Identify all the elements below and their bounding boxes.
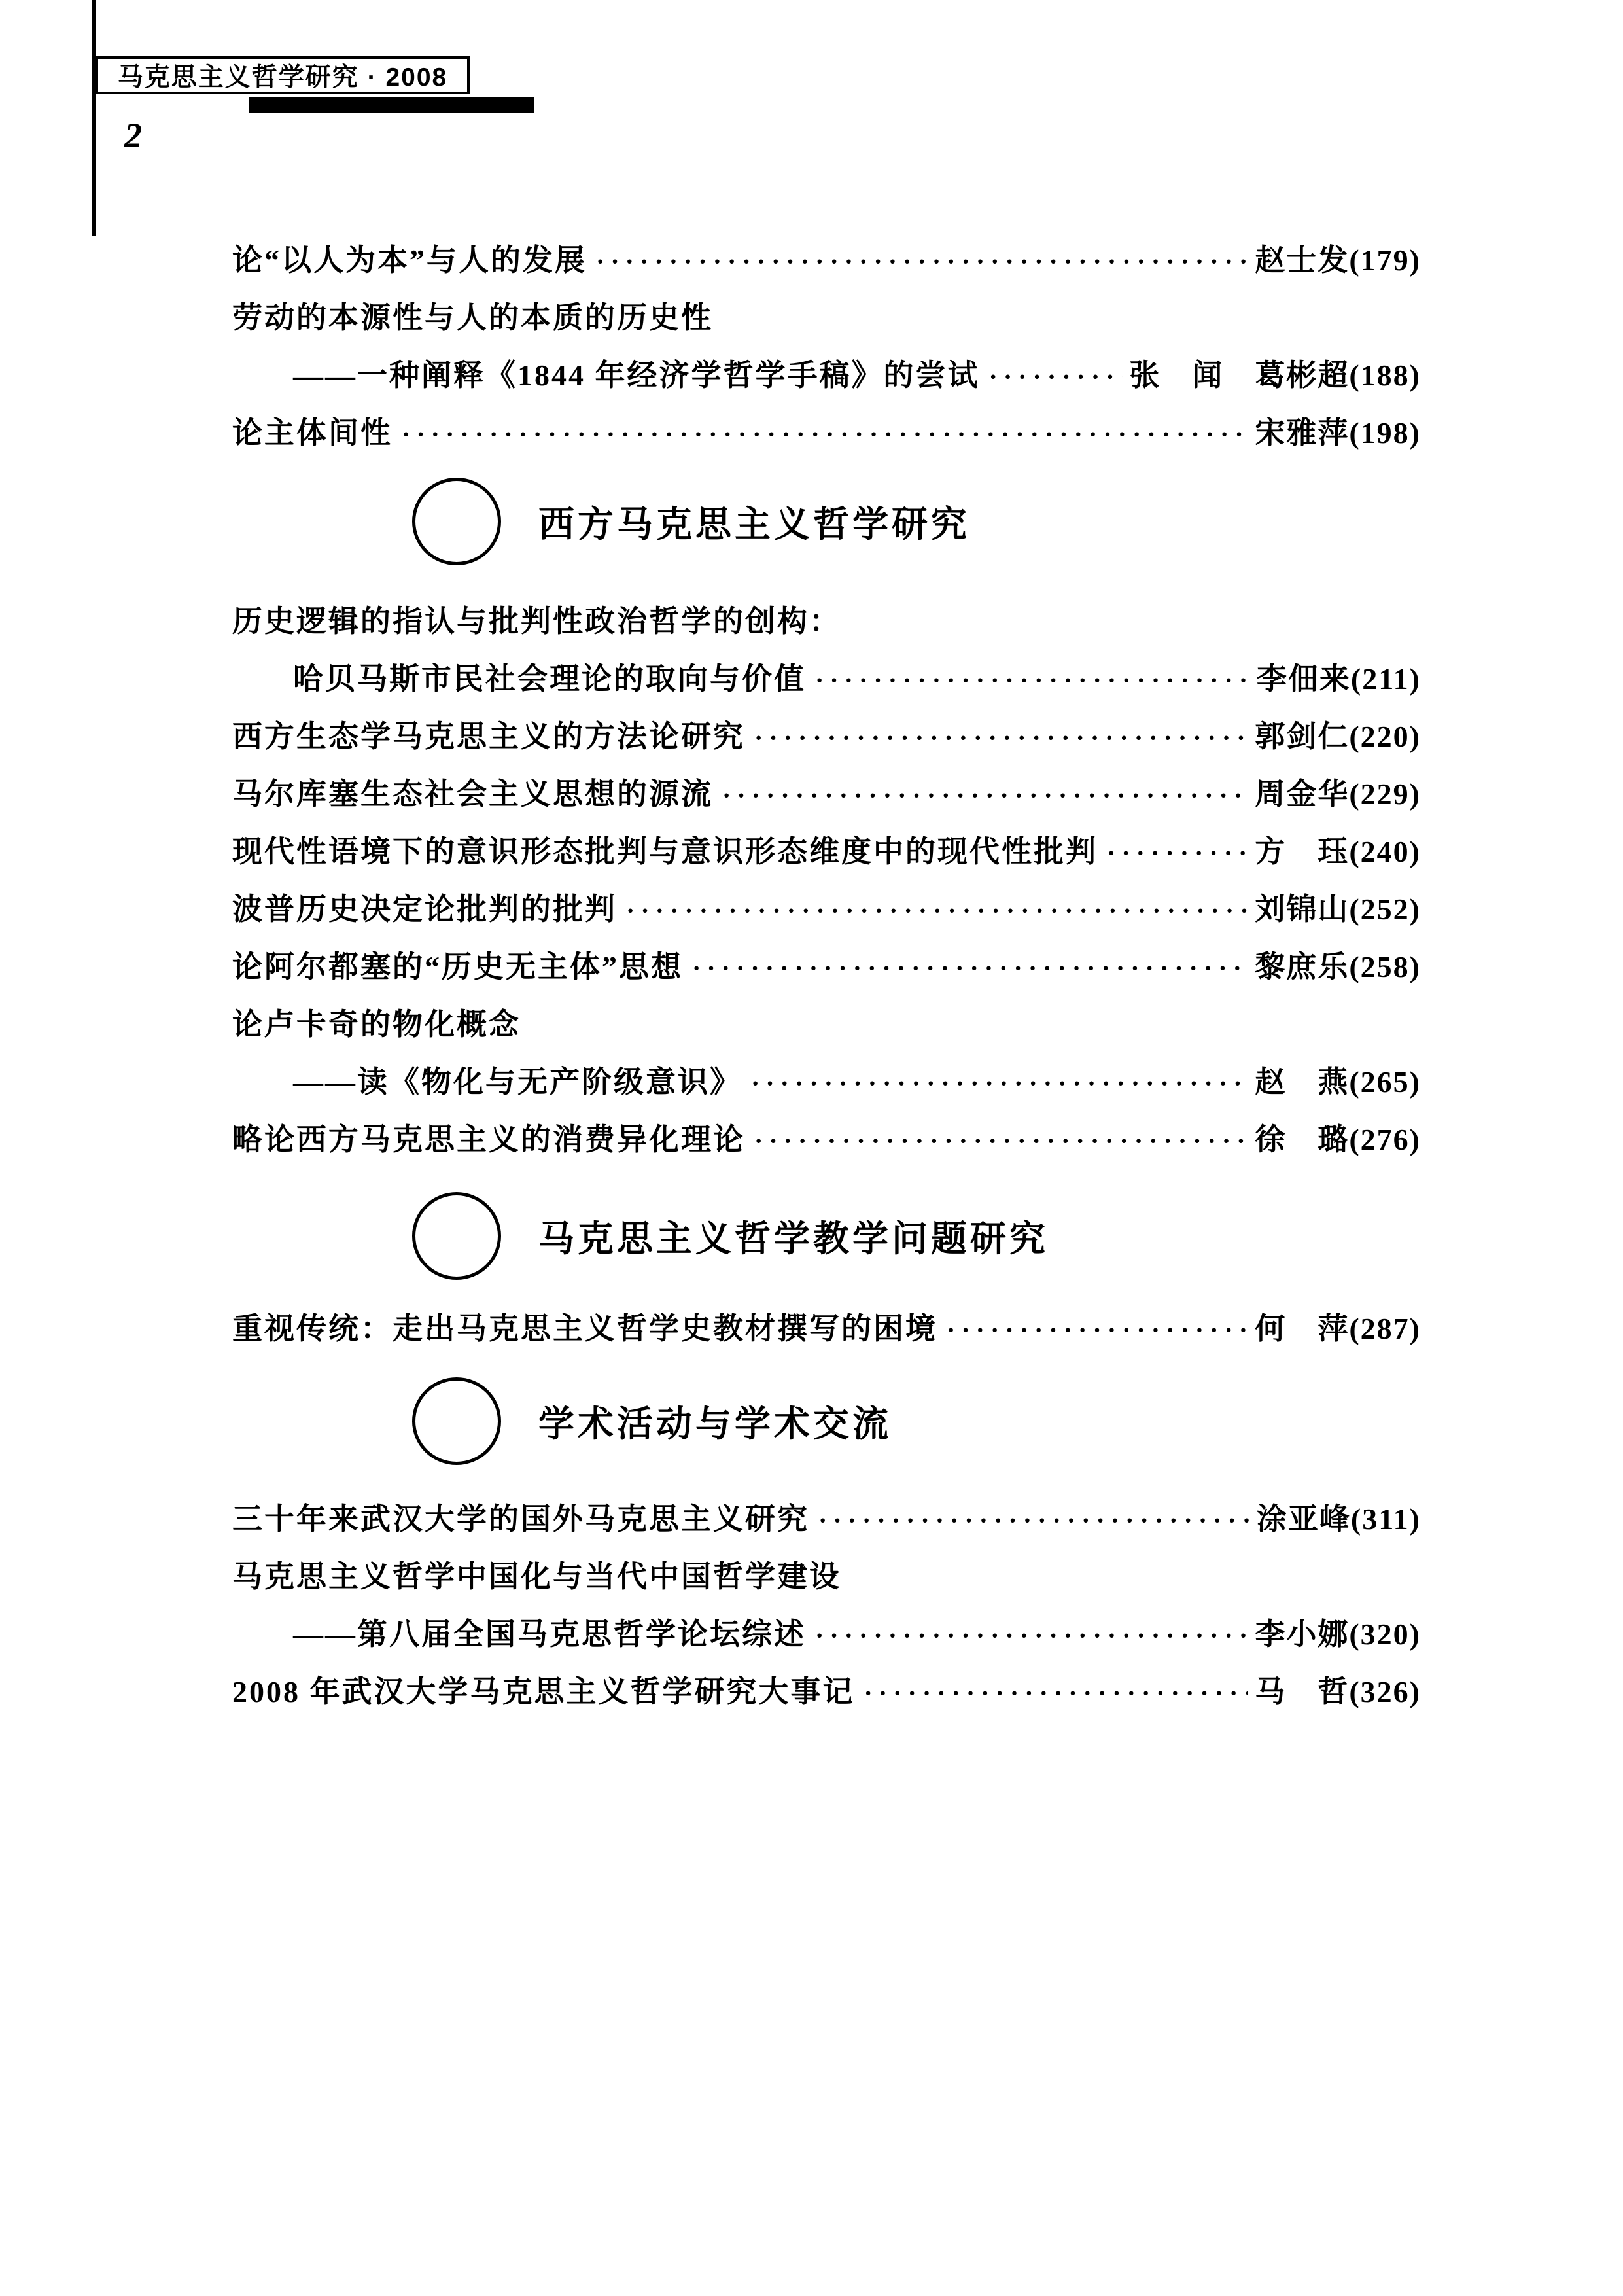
page-number: 2 [124,116,142,155]
entry-title: 略论西方马克思主义的消费异化理论 [232,1123,745,1156]
entry-author-page: 黎庶乐(258) [1255,950,1421,983]
entry-title: 哈贝马斯市民社会理论的取向与价值 [293,662,806,696]
toc-entry [232,892,1421,927]
section-heading [232,1188,1421,1283]
dot-leader [989,360,1123,394]
dot-leader [815,1619,1248,1653]
entry-author-page: 宋雅萍(198) [1255,416,1421,450]
dot-leader [692,951,1248,985]
entry-author-page: 郭剑仁(220) [1255,720,1421,753]
dot-leader [1107,836,1248,870]
entry-title: 西方生态学马克思主义的方法论研究 [232,720,745,753]
entry-title: 2008 年武汉大学马克思主义哲学研究大事记 [232,1675,855,1708]
entry-title: 论卢卡奇的物化概念 [232,1008,521,1041]
entry-author-page: 李小娜(320) [1255,1617,1421,1651]
dot-leader [626,894,1248,928]
dot-leader [947,1313,1248,1347]
dot-leader [754,721,1248,755]
dot-leader [754,1124,1248,1158]
entry-title: 历史逻辑的指认与批判性政治哲学的创构： [232,605,841,638]
toc-entry [232,301,1421,335]
entry-title: ——读《物化与无产阶级意识》 [293,1065,742,1099]
entry-author-page: 涂亚峰(311) [1256,1502,1421,1536]
entry-author-page: 李佃来(211) [1256,662,1421,696]
table-of-contents [232,0,1421,1733]
toc-entry [232,835,1421,869]
entry-title: 现代性语境下的意识形态批判与意识形态维度中的现代性批判 [232,835,1098,868]
toc-entry [232,1312,1421,1346]
toc-entry-subtitle [232,662,1421,696]
dot-leader [722,779,1248,813]
dot-leader [815,663,1250,698]
toc-entry-subtitle [232,1065,1421,1099]
toc-entry [232,950,1421,984]
entry-author-page: 徐 璐(276) [1255,1123,1421,1156]
entry-title: ——一种阐释《1844 年经济学哲学手稿》的尝试 [293,359,980,392]
entry-title: ——第八届全国马克思哲学论坛综述 [293,1617,806,1651]
entry-title: 马克思主义哲学中国化与当代中国哲学建设 [232,1560,841,1593]
entry-title: 波普历史决定论批判的批判 [232,892,617,926]
entry-author-page: 周金华(229) [1255,777,1421,811]
book-title: 马克思主义哲学研究 · 2008 [117,63,448,92]
entry-title: 马尔库塞生态社会主义思想的源流 [232,777,713,811]
section-circle-icon [412,1377,501,1465]
entry-author-page: 方 珏(240) [1255,835,1421,868]
section-heading [232,1373,1421,1468]
entry-title: 重视传统：走出马克思主义哲学史教材撰写的困境 [232,1312,937,1345]
entry-author-page: 何 萍(287) [1255,1312,1421,1345]
section-heading [232,474,1421,569]
toc-entry [232,243,1421,277]
dot-leader [818,1504,1250,1538]
section-circle-icon [412,1192,501,1280]
toc-entry [232,1123,1421,1157]
toc-entry [232,1502,1421,1536]
entry-title: 劳动的本源性与人的本质的历史性 [232,301,713,334]
left-margin-line [92,0,96,236]
entry-author-page: 马 哲(326) [1255,1675,1421,1708]
toc-entry [232,1560,1421,1594]
toc-entry [232,416,1421,450]
toc-entry [232,605,1421,639]
toc-entry-subtitle [232,359,1421,393]
toc-entry [232,777,1421,811]
section-title: 西方马克思主义哲学研究 [538,504,971,544]
section-circle-icon [412,478,501,565]
toc-entry-subtitle [232,1617,1421,1651]
dot-leader [864,1676,1249,1710]
entry-title: 论“以人为本”与人的发展 [232,243,587,277]
entry-author-page: 刘锦山(252) [1255,892,1421,926]
section-title: 学术活动与学术交流 [538,1404,892,1444]
dot-leader [402,417,1248,451]
toc-entry [232,720,1421,754]
dot-leader [596,245,1248,279]
entry-author-page: 赵 燕(265) [1255,1065,1421,1099]
entry-title: 三十年来武汉大学的国外马克思主义研究 [232,1502,809,1536]
section-title: 马克思主义哲学教学问题研究 [538,1218,1049,1259]
toc-entry [232,1008,1421,1042]
entry-author-page: 赵士发(179) [1255,243,1421,277]
entry-author-page: 张 闻 葛彬超(188) [1129,359,1421,392]
dot-leader [751,1067,1248,1101]
entry-title: 论主体间性 [232,416,393,450]
toc-entry [232,1675,1421,1709]
entry-title: 论阿尔都塞的“历史无主体”思想 [232,950,683,983]
